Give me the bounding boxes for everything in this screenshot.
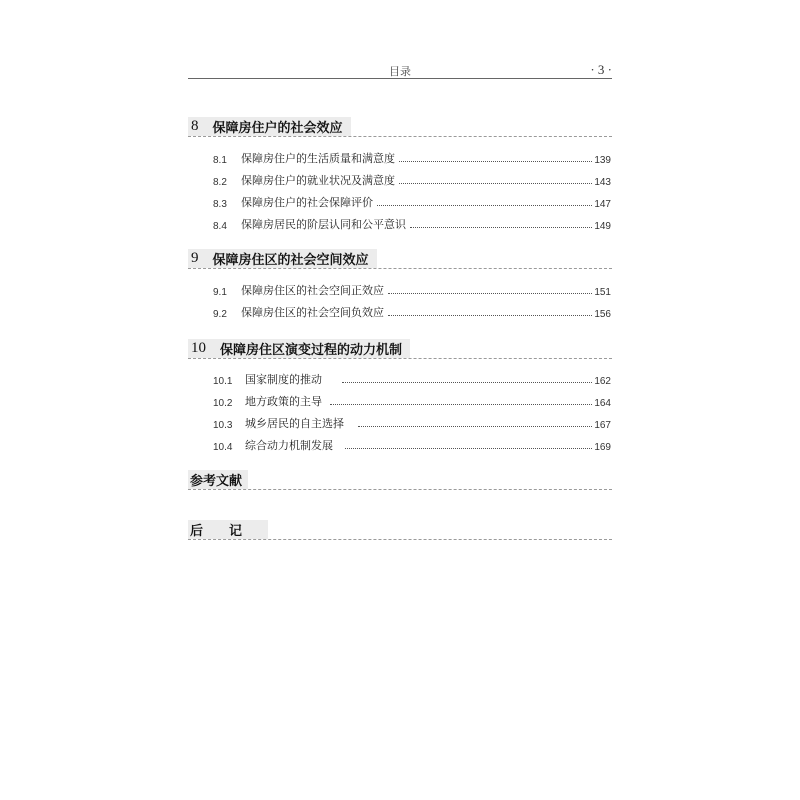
section-page: 164 [594, 398, 611, 409]
dot-leader [399, 161, 592, 162]
chapter-heading-box [188, 339, 410, 358]
dot-leader [410, 227, 592, 228]
chapter-heading-box [188, 117, 351, 136]
page-header [188, 62, 612, 79]
section-title: 保障房住户的就业状况及满意度 [241, 174, 395, 187]
dot-leader [330, 404, 592, 405]
toc-entry[interactable] [213, 150, 611, 166]
section-page: 167 [594, 420, 611, 431]
section-title: 保障房住户的社会保障评价 [241, 196, 373, 209]
section-title: 保障房住区的社会空间负效应 [241, 306, 384, 319]
chapter-number: 10 [191, 340, 206, 356]
section-page: 156 [594, 309, 611, 320]
toc-entry[interactable] [213, 282, 611, 298]
chapter-title: 保障房住区的社会空间效应 [212, 253, 369, 268]
postscript-heading[interactable] [188, 520, 612, 540]
chapter-10-heading[interactable] [188, 339, 612, 359]
section-page: 151 [594, 287, 611, 298]
postscript-label: 后记 [188, 520, 268, 539]
section-title: 保障房住区的社会空间正效应 [241, 284, 384, 297]
toc-entry[interactable] [213, 393, 611, 409]
section-title: 保障房居民的阶层认同和公平意识 [241, 218, 406, 231]
section-title: 地方政策的主导 [245, 395, 322, 408]
section-page: 169 [594, 442, 611, 453]
dot-leader [388, 315, 592, 316]
dot-leader [377, 205, 592, 206]
dot-leader [399, 183, 592, 184]
section-number: 8.3 [213, 199, 227, 210]
page-number: · 3 · [590, 62, 612, 77]
section-number: 10.4 [213, 442, 233, 453]
chapter-title: 保障房住户的社会效应 [212, 121, 343, 136]
chapter-8-heading[interactable] [188, 117, 612, 137]
dot-leader [345, 448, 592, 449]
references-label: 参考文献 [188, 470, 248, 489]
section-page: 149 [594, 221, 611, 232]
section-number: 9.2 [213, 309, 227, 320]
references-heading[interactable] [188, 470, 612, 490]
section-number: 8.2 [213, 177, 227, 188]
toc-entry[interactable] [213, 172, 611, 188]
section-number: 10.3 [213, 420, 233, 431]
section-title: 国家制度的推动 [245, 373, 322, 386]
dot-leader [388, 293, 592, 294]
section-page: 147 [594, 199, 611, 210]
section-title: 综合动力机制发展 [245, 439, 333, 452]
section-number: 10.2 [213, 398, 233, 409]
section-page: 162 [594, 376, 611, 387]
chapter-number: 8 [191, 118, 199, 134]
section-number: 9.1 [213, 287, 227, 298]
chapter-heading-box [188, 249, 377, 268]
toc-entry[interactable] [213, 415, 611, 431]
section-page: 139 [594, 155, 611, 166]
section-title: 保障房住户的生活质量和满意度 [241, 152, 395, 165]
section-number: 8.4 [213, 221, 227, 232]
header-title: 目录 [389, 65, 411, 78]
chapter-number: 9 [191, 250, 199, 266]
dot-leader [358, 426, 592, 427]
toc-entry[interactable] [213, 304, 611, 320]
chapter-title: 保障房住区演变过程的动力机制 [220, 343, 403, 358]
toc-entry[interactable] [213, 371, 611, 387]
toc-entry[interactable] [213, 216, 611, 232]
toc-entry[interactable] [213, 194, 611, 210]
dot-leader [342, 382, 592, 383]
section-number: 10.1 [213, 376, 233, 387]
section-page: 143 [594, 177, 611, 188]
toc-entry[interactable] [213, 437, 611, 453]
section-number: 8.1 [213, 155, 227, 166]
chapter-9-heading[interactable] [188, 249, 612, 269]
section-title: 城乡居民的自主选择 [245, 417, 344, 430]
